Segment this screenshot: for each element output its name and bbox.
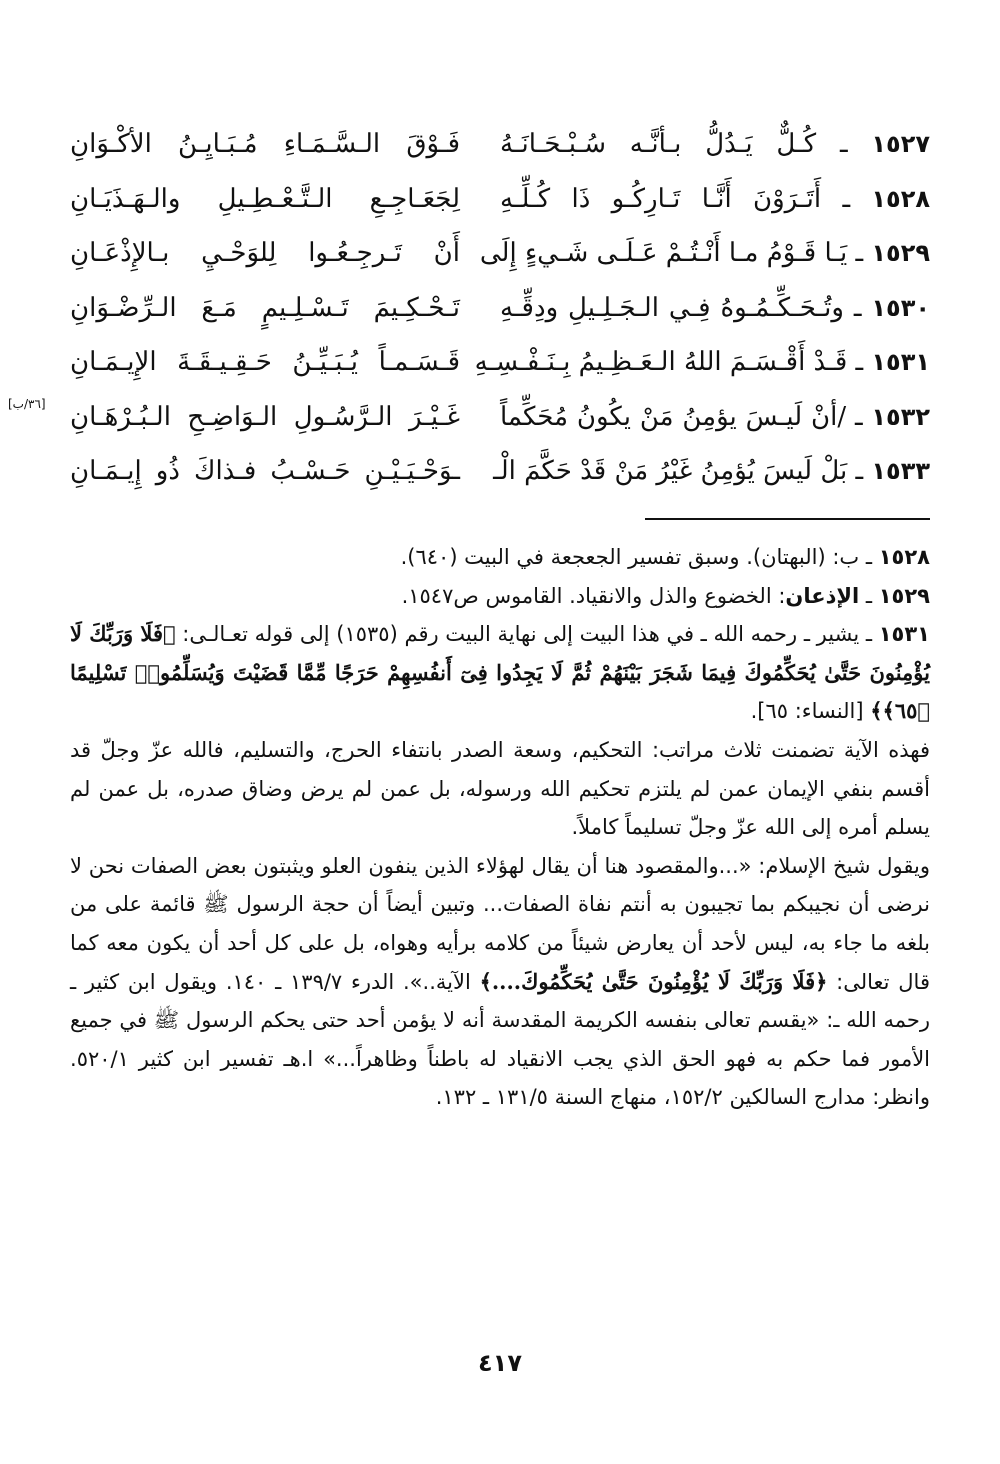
footnote-paragraph-text: ويقول شيخ الإسلام: «...والمقصود هنا أن يقال لهؤلاء الذين ينفون العلو ويثبتون بعض الصفات نحن لا نرضى أن نجيبكم بما تجيبون به أنتم نفاة الصفات... وتبين أيضاً أن حجة الرسول ﷺ قائمة على من بلغه ما جاء به، ليس لأحد أن يعارض شيئاً من كلامه برأيه وهواه، بل على كل أحد أن يكون معه كما قال تعالى: [70,853,930,994]
verse-row [70,173,930,228]
poem-verses [8,118,930,500]
footnote-text: ب: (البهتان). وسبق تفسير الجعجعة في البيت (٦٤٠). [400,545,860,569]
verse-second-hemistich: ـوَحْـيَـيْـنِ حَـسْـبُ فـذاكَ ذُو إِيـمَـانِ [70,456,460,486]
verse-number: ١٥٢٨ [871,184,930,213]
footnote-text: : الخضوع والذل والانقياد. القاموس ص١٥٤٧. [401,583,786,608]
footnote-1531: ١٥٣١ ـ يشير ـ رحمه الله ـ في هذا البيت إلى نهاية البيت رقم (١٥٣٥) إلى قوله تعـالـى: ﴿فَلَا وَرَبِّكَ لَا يُؤْمِنُونَ حَتَّىٰ يُحَكِّمُوكَ فِيمَا شَجَرَ بَيْنَهُمْ ثُمَّ لَا يَجِدُوا فِىٓ أَنفُسِهِمْ حَرَجًا مِّمَّا قَضَيْتَ وَيُسَلِّمُوا۟ تَسْلِيمًا ﴿٦٥﴾﴾ [النساء: ٦٥]. [70,621,930,724]
verse-first-hemistich: ١٥٢٨ ـ أَتَـرَوْنَ أَنَّـا تَـارِكُـو ذَا كُـلِّـهِ [500,183,930,214]
verse-row [70,118,930,173]
verse-second-hemistich: تَـحْـكِـيمَ تَـسْـلِـيمٍ مَـعَ الـرِّضْـوَانِ [70,292,460,323]
verse-number: ١٥٣٢ [871,402,930,431]
footnote-intro: يشير ـ رحمه الله ـ في هذا البيت إلى نهاية البيت رقم (١٥٣٥) إلى قوله تعـالـى: [175,622,860,647]
quran-verse: ﴿فَلَا وَرَبِّكَ لَا يُؤْمِنُونَ حَتَّىٰ يُحَكِّمُوكَ فِيمَا شَجَرَ بَيْنَهُمْ ثُمَّ لَا يَجِدُوا فِىٓ أَنفُسِهِمْ حَرَجًا مِّمَّا قَضَيْتَ وَيُسَلِّمُوا۟ تَسْلِيمًا ﴿٦٥﴾﴾ [70,621,930,724]
footnote-separator [645,518,930,520]
footnote-paragraph [70,847,930,1117]
verse-row [70,282,930,337]
footnote-paragraph: فهذه الآية تضمنت ثلاث مراتب: التحكيم، وسعة الصدر بانتفاء الحرج، والتسليم، فالله عزّ وجلّ قد أقسم بنفي الإيمان عمن لم يلتزم تحكيم الله ورسوله، بل عمن لم يرض وضاق صدره، بل عمن لم يسلم أمره إلى الله عزّ وجلّ تسليماً كاملاً. [70,737,930,840]
verse-first-hemistich: ١٥٢٧ ـ كُـلٌّ يَـدُلُّ بـأنَّـه سُـبْـحَـانَـهُ [500,129,930,159]
verse-second-hemistich: قَـسَـمـاً يُـبَـيِّـنُ حَـقِـيـقَـةَ الإِيـمَـانِ [70,347,460,377]
manuscript-folio-mark: [٣٦/ب] [8,396,46,411]
verse-first-text: قَـدْ أَقْـسَـمَ اللهُ الـعَـظِـيمُ بِـنَـفْـسِـهِ [474,347,848,377]
verse-number: ١٥٢٧ [871,130,930,158]
page-number: ٤١٧ [478,1349,522,1377]
verse-number: ١٥٣٣ [871,457,930,485]
footnote-number: ١٥٢٨ [878,545,930,569]
verse-first-hemistich: ١٥٣٣ ـ بَلْ لَيسَ يُؤمِنُ غَيْرُ مَنْ قَدْ حَكَّمَ الْـ [493,456,930,486]
verse-row [8,391,930,446]
verse-number: ١٥٢٩ [871,239,930,267]
quran-verse: ﴿فَلَا وَرَبِّكَ لَا يُؤْمِنُونَ حَتَّىٰ يُحَكِّمُوكَ....﴾ [479,968,828,994]
verse-row [70,336,930,391]
verse-first-text: وتُـحَـكِّـمُـوهُ فِـي الـجَـلِـيلِ ودِقِّـهِ [500,292,844,323]
verse-number: ١٥٣٠ [871,293,930,322]
page [8,0,930,1464]
verse-number: ١٥٣١ [871,348,930,376]
verse-first-hemistich: ١٥٣٠ ـ وتُـحَـكِّـمُـوهُ فِـي الـجَـلِـيلِ ودِقِّـهِ [500,292,930,323]
footnote-paragraph-text: الآية..». الدرء ١٣٩/٧ ـ ١٤٠. ويقول ابن كثير ـ رحمه الله ـ: «يقسم تعالى بنفسه الكريمة المقدسة أنه لا يؤمن أحد حتى يحكم الرسول ﷺ في جميع الأمور فما حكم به فهو الحق الذي يجب الانقياد له باطناً وظاهراً...» ا.هـ تفسير ابن كثير ٥٢٠/١. وانظر: مدارج السالكين ١٥٢/٢، منهاج السنة ١٣١/٥ ـ ١٣٢. [70,969,930,1110]
verse-first-text: يَـا قَـوْمُ مـا أَنْـتُـمْ عَـلَـى شَـيءٍ إِلَى [479,238,848,268]
footnotes [70,538,930,1117]
footnote-headword: الإذعان [785,583,860,608]
verse-second-hemistich: غَـيْـرَ الـرَّسُـولِ الـوَاضِـحِ الـبُـرْهَـانِ [70,401,460,432]
verse-first-text: بَلْ لَيسَ يُؤمِنُ غَيْرُ مَنْ قَدْ حَكَّمَ الْـ [493,456,848,486]
verse-first-text: أَتَـرَوْنَ أَنَّـا تَـارِكُـو ذَا كُـلِّـهِ [500,183,822,214]
verse-first-hemistich: ١٥٣٢ ـ /أنْ لَيـسَ يؤمِنُ مَنْ يكُونُ مُحَكِّماً [500,401,930,432]
verse-row [70,445,930,500]
footnote-1529: ١٥٢٩ ـ الإذعان: الخضوع والذل والانقياد. القاموس ص١٥٤٧. [401,583,930,608]
verse-second-hemistich: أَنْ تَـرجِـعُـوا لِلوَحْـيِ بـالإِذْعَـانِ [70,238,460,268]
footnote-number: ١٥٢٩ [878,583,930,608]
verse-second-hemistich: لِجَعَـاجِـعِ الـتَّـعْـطِـيلِ والـهَـذَيَـانِ [70,183,460,214]
verse-second-hemistich: فَـوْقَ الـسَّـمَـاءِ مُـبَـايِـنُ الأكْـوَانِ [70,129,460,159]
verse-first-hemistich: ١٥٣١ ـ قَـدْ أَقْـسَـمَ اللهُ الـعَـظِـيمُ بِـنَـفْـسِـهِ [474,347,930,377]
footnote-1528: ١٥٢٨ ـ ب: (البهتان). وسبق تفسير الجعجعة في البيت (٦٤٠). [400,545,930,569]
verse-first-text: كُـلٌّ يَـدُلُّ بـأنَّـه سُـبْـحَـانَـهُ [500,129,817,159]
verse-first-text: /أنْ لَيـسَ يؤمِنُ مَنْ يكُونُ مُحَكِّماً [500,401,847,432]
footnote-number: ١٥٣١ [878,622,930,647]
quran-reference: [النساء: ٦٥]. [750,699,871,724]
verse-row [70,227,930,282]
verse-first-hemistich: ١٥٢٩ ـ يَـا قَـوْمُ مـا أَنْـتُـمْ عَـلَـى شَـيءٍ إِلَى [479,238,930,268]
